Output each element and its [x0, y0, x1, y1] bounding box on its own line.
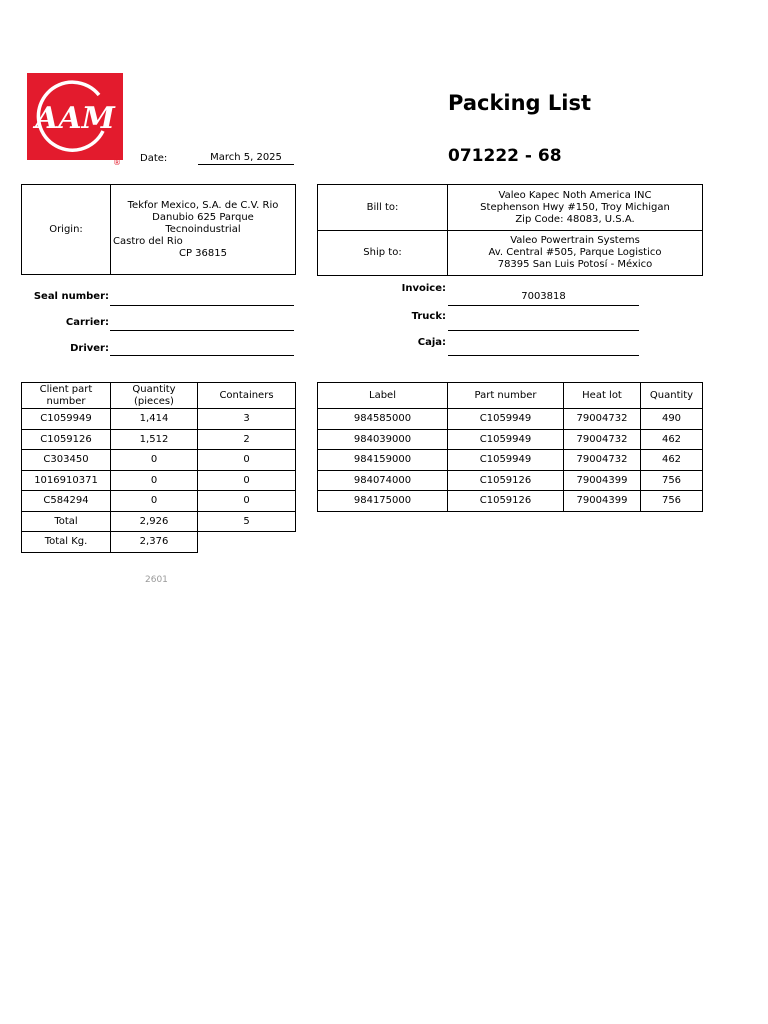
ship-to-line: Av. Central #505, Parque Logistico: [488, 247, 662, 258]
client-part-number-cell: 1016910371: [22, 471, 111, 491]
summary-table: [21, 382, 296, 553]
carrier-label: Carrier:: [65, 317, 109, 328]
origin-line: Tekfor Mexico, S.A. de C.V. Rio: [127, 199, 279, 211]
table-row: [22, 430, 296, 450]
table-row: [318, 450, 703, 471]
quantity-cell: 0: [111, 450, 198, 471]
total-quantity: 2,926: [111, 512, 198, 532]
table-row: [22, 409, 296, 430]
total-containers: 5: [198, 512, 296, 532]
origin-box: [21, 184, 296, 275]
footer-number: 2601: [145, 575, 168, 585]
header-label: Label: [318, 383, 448, 409]
billing-shipping-box: [317, 184, 703, 276]
quantity-cell: 0: [111, 471, 198, 491]
bill-to-label: Bill to:: [318, 185, 448, 231]
header-quantity-pieces: Quantity (pieces): [111, 383, 198, 409]
registered-mark: ®: [113, 158, 121, 167]
total-kg-value: 2,376: [111, 532, 198, 553]
quantity-cell: 462: [641, 430, 703, 450]
truck-field: [448, 317, 639, 331]
containers-cell: 0: [198, 471, 296, 491]
ship-to-label: Ship to:: [318, 231, 448, 276]
heat-lot-cell: 79004399: [564, 491, 641, 512]
date-value: March 5, 2025: [198, 152, 294, 165]
client-part-number-cell: C584294: [22, 491, 111, 512]
quantity-cell: 1,512: [111, 430, 198, 450]
document-number: 071222 - 68: [448, 146, 562, 166]
caja-label: Caja:: [417, 337, 446, 348]
table-row: [318, 471, 703, 491]
total-kg-label: Total Kg.: [22, 532, 111, 553]
table-row: [22, 471, 296, 491]
header-containers: Containers: [198, 383, 296, 409]
caja-field: [448, 343, 639, 356]
origin-address: [111, 185, 296, 275]
label-header-row: [318, 383, 703, 409]
table-row: [318, 430, 703, 450]
invoice-value: 7003818: [448, 291, 639, 306]
containers-cell: 3: [198, 409, 296, 430]
summary-header-row: [22, 383, 296, 409]
page-title: Packing List: [448, 91, 592, 115]
header-heat-lot: Heat lot: [564, 383, 641, 409]
date-label: Date:: [140, 153, 168, 164]
total-row: [22, 512, 296, 532]
truck-label: Truck:: [411, 311, 446, 322]
driver-field: [110, 343, 294, 356]
part-number-cell: C1059949: [448, 450, 564, 471]
quantity-cell: 756: [641, 491, 703, 512]
carrier-field: [110, 317, 294, 331]
bill-to-line: Stephenson Hwy #150, Troy Michigan: [480, 201, 670, 213]
client-part-number-cell: C1059126: [22, 430, 111, 450]
origin-line: CP 36815: [178, 247, 227, 259]
heat-lot-cell: 79004399: [564, 471, 641, 491]
label-cell: 984175000: [318, 491, 448, 512]
bill-to-address: [448, 185, 703, 231]
ship-to-line: 78395 San Luis Potosí - México: [497, 259, 653, 270]
bill-to-line: Zip Code: 48083, U.S.A.: [515, 213, 635, 225]
table-row: [22, 491, 296, 512]
logo-text: AAM: [35, 101, 115, 136]
part-number-cell: C1059949: [448, 430, 564, 450]
seal-number-field: [110, 291, 294, 306]
label-cell: 984159000: [318, 450, 448, 471]
label-cell: 984039000: [318, 430, 448, 450]
heat-lot-cell: 79004732: [564, 430, 641, 450]
part-number-cell: C1059126: [448, 491, 564, 512]
quantity-cell: 1,414: [111, 409, 198, 430]
aam-logo: [27, 73, 123, 160]
header-quantity: Quantity: [641, 383, 703, 409]
origin-line: Danubio 625 Parque Tecnoindustrial: [152, 211, 254, 235]
quantity-cell: 0: [111, 491, 198, 512]
client-part-number-cell: C303450: [22, 450, 111, 471]
total-kg-row: [22, 532, 296, 553]
quantity-cell: 490: [641, 409, 703, 430]
total-label: Total: [22, 512, 111, 532]
bill-to-line: Valeo Kapec Noth America INC: [498, 189, 652, 201]
label-table: [317, 382, 703, 512]
invoice-label: Invoice:: [401, 283, 446, 294]
containers-cell: 0: [198, 491, 296, 512]
client-part-number-cell: C1059949: [22, 409, 111, 430]
table-row: [22, 450, 296, 471]
label-cell: 984585000: [318, 409, 448, 430]
ship-to-address: [448, 231, 703, 276]
empty-cell: [198, 532, 296, 553]
containers-cell: 0: [198, 450, 296, 471]
header-part-number: Part number: [448, 383, 564, 409]
aam-logo-icon: [27, 73, 123, 160]
seal-number-label: Seal number:: [33, 291, 109, 302]
driver-label: Driver:: [70, 343, 109, 354]
part-number-cell: C1059126: [448, 471, 564, 491]
header-client-part-number: Client part number: [22, 383, 111, 409]
table-row: [318, 409, 703, 430]
label-cell: 984074000: [318, 471, 448, 491]
quantity-cell: 462: [641, 450, 703, 471]
quantity-cell: 756: [641, 471, 703, 491]
heat-lot-cell: 79004732: [564, 409, 641, 430]
part-number-cell: C1059949: [448, 409, 564, 430]
origin-line: Castro del Rio: [113, 235, 183, 247]
table-row: [318, 491, 703, 512]
origin-label: Origin:: [22, 185, 111, 275]
containers-cell: 2: [198, 430, 296, 450]
heat-lot-cell: 79004732: [564, 450, 641, 471]
ship-to-line: Valeo Powertrain Systems: [510, 235, 640, 246]
